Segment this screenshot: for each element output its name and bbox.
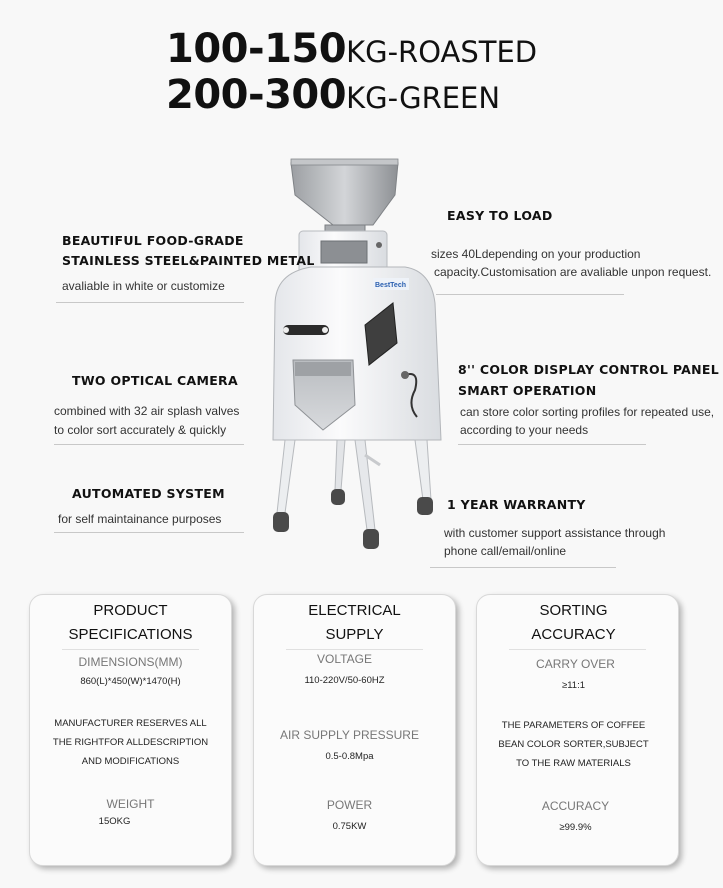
feature-camera-divider [54, 444, 244, 445]
brand-logo: BestTech [375, 282, 406, 289]
feature-steel-divider [56, 302, 244, 303]
electrical-card-title-1: ELECTRICAL [308, 602, 401, 619]
feature-display-title-2: SMART OPERATION [458, 383, 597, 398]
product-card-title-1: PRODUCT [93, 602, 168, 619]
air-pressure-label: AIR SUPPLY PRESSURE [280, 728, 419, 742]
headline-green [166, 72, 500, 118]
feature-display-divider [458, 444, 646, 445]
voltage-label: VOLTAGE [317, 652, 372, 666]
feature-display-title-1: 8'' COLOR DISPLAY CONTROL PANEL [458, 362, 719, 377]
product-note-2: THE RIGHTFOR ALLDESCRIPTION [52, 737, 209, 748]
power-label: POWER [326, 798, 373, 812]
carry-over-value: ≥11:1 [562, 680, 585, 691]
sorting-card-divider [509, 649, 646, 650]
feature-steel-title-2: STAINLESS STEEL&PAINTED METAL [62, 253, 315, 268]
sorting-note-1: THE PARAMETERS OF COFFEE [501, 720, 646, 731]
electrical-card-divider [286, 649, 423, 650]
air-pressure-value: 0.5-0.8Mpa [325, 751, 374, 762]
feature-steel-title-1: BEAUTIFUL FOOD-GRADE [62, 233, 244, 248]
feature-automated-divider [54, 532, 244, 533]
voltage-value: 110-220V/50-60HZ [304, 675, 385, 686]
sorting-note-3: TO THE RAW MATERIALS [516, 758, 631, 769]
feature-display-desc-2: according to your needs [460, 423, 589, 437]
carry-over-label: CARRY OVER [536, 657, 615, 671]
product-note-1: MANUFACTURER RESERVES ALL [54, 718, 207, 729]
sorting-card-title-1: SORTING [539, 602, 608, 619]
feature-automated-title: AUTOMATED SYSTEM [72, 486, 225, 501]
color-sorter-machine-image [255, 155, 455, 560]
feature-camera-title: TWO OPTICAL CAMERA [72, 373, 238, 388]
feature-warranty-desc-2: phone call/email/online [444, 544, 567, 558]
product-card-title-2: SPECIFICATIONS [68, 626, 193, 643]
feature-camera-desc-1: combined with 32 air splash valves [54, 404, 240, 418]
headline-roasted-number: 100-150 [166, 26, 347, 72]
feature-load-title: EASY TO LOAD [447, 208, 553, 223]
feature-load-desc-1: sizes 40Ldepending on your production [431, 247, 641, 261]
sorting-card-title-2: ACCURACY [531, 626, 616, 643]
feature-warranty-desc-1: with customer support assistance through [444, 526, 666, 540]
dimensions-value: 860(L)*450(W)*1470(H) [80, 676, 181, 687]
power-value: 0.75KW [332, 821, 367, 832]
headline-green-text: KG-GREEN [346, 81, 501, 115]
feature-steel-desc: avaliable in white or customize [62, 279, 225, 293]
product-specifications-card [29, 594, 232, 866]
electrical-supply-card [253, 594, 456, 866]
feature-warranty-title: 1 YEAR WARRANTY [447, 497, 586, 512]
feature-load-divider [436, 294, 624, 295]
accuracy-value: ≥99.9% [559, 822, 592, 833]
feature-display-desc-1: can store color sorting profiles for repeated use, [460, 405, 715, 419]
weight-label: WEIGHT [106, 797, 155, 811]
dimensions-label: DIMENSIONS(MM) [78, 655, 183, 669]
feature-automated-desc: for self maintainance purposes [58, 512, 222, 526]
product-card-divider [62, 649, 199, 650]
headline-green-number: 200-300 [166, 72, 347, 118]
electrical-card-title-2: SUPPLY [325, 626, 384, 643]
sorting-note-2: BEAN COLOR SORTER,SUBJECT [498, 739, 649, 750]
product-note-3: AND MODIFICATIONS [81, 756, 180, 767]
sorting-accuracy-card [476, 594, 679, 866]
accuracy-label: ACCURACY [541, 799, 610, 813]
feature-load-desc-2: capacity.Customisation are avaliable unpon request. [434, 265, 712, 279]
feature-warranty-divider [430, 567, 616, 568]
weight-value: 15OKG [98, 816, 131, 827]
feature-camera-desc-2: to color sort accurately & quickly [54, 423, 227, 437]
headline-roasted [166, 26, 537, 72]
headline-roasted-text: KG-ROASTED [346, 35, 538, 69]
